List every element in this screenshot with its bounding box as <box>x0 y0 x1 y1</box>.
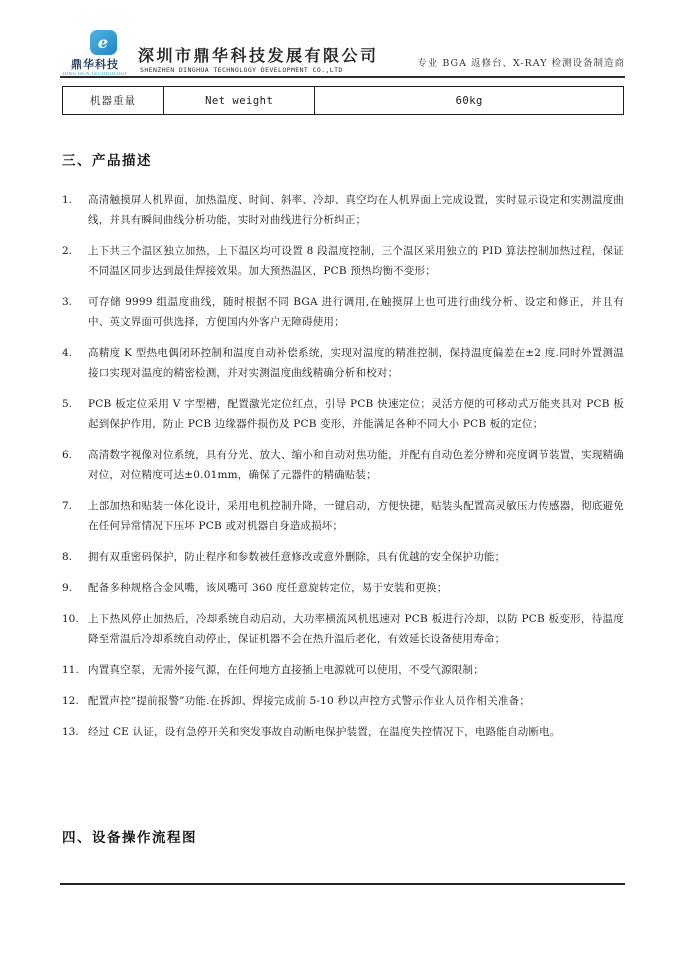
item-number: 13. <box>62 726 79 738</box>
item-text: 配备多种规格合金风嘴，该风嘴可 360 度任意旋转定位，易于安装和更换； <box>88 582 448 594</box>
item-text: 高清数字视像对位系统，具有分光、放大、缩小和自动对焦功能，并配有自动色差分辨和亮度调节装置，实现精确对位，对位精度可达±0.01mm，确保了元器件的精确贴装； <box>88 449 624 481</box>
company-logo <box>57 30 133 77</box>
list-item <box>62 547 624 567</box>
list-item <box>62 722 624 742</box>
item-text: 上部加热和贴装一体化设计，采用电机控制升降，一键启动，方便快捷，贴装头配置高灵敏压力传感器，彻底避免在任何异常情况下压坏 PCB 或对机器自身造成损坏； <box>88 500 624 532</box>
logo-brand-en: DING HUA TECHNOLOGY <box>62 72 128 77</box>
company-name-cn: 深圳市鼎华科技发展有限公司 <box>138 46 379 65</box>
item-text: 内置真空泵，无需外接气源，在任何地方直接插上电源就可以使用，不受气源限制； <box>88 664 484 676</box>
item-number: 11. <box>62 664 79 676</box>
item-text: 拥有双重密码保护，防止程序和参数被任意修改或意外删除，具有优越的安全保护功能； <box>88 551 506 563</box>
item-text: 可存储 9999 组温度曲线，随时根据不同 BGA 进行调用,在触摸屏上也可进行曲线分析、设定和修正，并且有中、英文界面可供选择，方便国内外客户无障碍使用； <box>88 296 624 328</box>
item-number: 4. <box>62 347 73 359</box>
item-text: 配置声控“提前报警”功能.在拆卸、焊接完成前 5-10 秒以声控方式警示作业人员作相关准备； <box>88 695 531 707</box>
section-title-products: 三、产品描述 <box>62 153 152 169</box>
list-item <box>62 609 624 649</box>
flow-chart-section <box>62 826 197 846</box>
product-feature-list <box>62 190 624 742</box>
list-item <box>62 660 624 680</box>
spec-name-cn-cell: 机器重量 <box>63 87 164 115</box>
item-number: 1. <box>62 194 73 206</box>
item-number: 7. <box>62 500 73 512</box>
footer-divider <box>60 883 625 885</box>
list-item <box>62 496 624 536</box>
logo-brand-cn: 鼎华科技 <box>71 58 119 71</box>
item-number: 3. <box>62 296 73 308</box>
item-number: 9. <box>62 582 73 594</box>
item-text: PCB 板定位采用 V 字型槽，配置激光定位红点，引导 PCB 快速定位；灵活方便的可移动式万能夹具对 PCB 板起到保护作用，防止 PCB 边缘器件损伤及 PCB 变形，并能满足各种不同大小 PCB 板的定位； <box>88 398 624 430</box>
product-description-section <box>62 149 624 753</box>
company-slogan: 专业 BGA 返修台、X-RAY 检测设备制造商 <box>417 58 625 69</box>
list-item <box>62 691 624 711</box>
company-name-en: SHENZHEN DINGHUA TECHNOLOGY DEVELOPMENT CO.,LTD <box>140 66 343 74</box>
item-text: 上下共三个温区独立加热，上下温区均可设置 8 段温度控制，三个温区采用独立的 PID 算法控制加热过程，保证不同温区同步达到最佳焊接效果。加大预热温区，PCB 预热均衡不变形； <box>88 245 624 277</box>
table-row <box>63 87 624 115</box>
list-item <box>62 190 624 230</box>
item-text: 经过 CE 认证，设有急停开关和突发事故自动断电保护装置，在温度失控情况下，电路能自动断电。 <box>88 726 561 738</box>
list-item <box>62 292 624 332</box>
list-item <box>62 445 624 485</box>
spec-value-cell: 60kg <box>315 87 624 115</box>
item-number: 10. <box>62 613 79 625</box>
list-item <box>62 394 624 434</box>
list-item <box>62 241 624 281</box>
item-number: 6. <box>62 449 73 461</box>
item-number: 5. <box>62 398 73 410</box>
spec-name-en-cell: Net weight <box>163 87 314 115</box>
page-header <box>60 30 625 78</box>
section-title-flow: 四、设备操作流程图 <box>62 830 197 846</box>
dinghua-logo-icon <box>90 30 117 55</box>
list-item <box>62 578 624 598</box>
item-text: 高精度 K 型热电偶闭环控制和温度自动补偿系统，实现对温度的精准控制，保持温度偏差在±2 度.同时外置测温接口实现对温度的精密检测，并对实测温度曲线精确分析和校对； <box>88 347 624 379</box>
logo-letter: e <box>97 33 109 52</box>
item-number: 8. <box>62 551 73 563</box>
item-number: 12. <box>62 695 79 707</box>
item-text: 上下热风停止加热后，冷却系统自动启动，大功率横流风机迅速对 PCB 板进行冷却，以防 PCB 板变形，待温度降至常温后冷却系统自动停止，保证机器不会在热升温后老化，有效延长设备使用寿命； <box>88 613 624 645</box>
header-divider <box>60 76 625 78</box>
spec-table <box>62 86 624 115</box>
item-number: 2. <box>62 245 73 257</box>
list-item <box>62 343 624 383</box>
item-text: 高清触摸屏人机界面，加热温度、时间、斜率、冷却、真空均在人机界面上完成设置，实时显示设定和实测温度曲线，并具有瞬间曲线分析功能，实时对曲线进行分析纠正； <box>88 194 624 226</box>
